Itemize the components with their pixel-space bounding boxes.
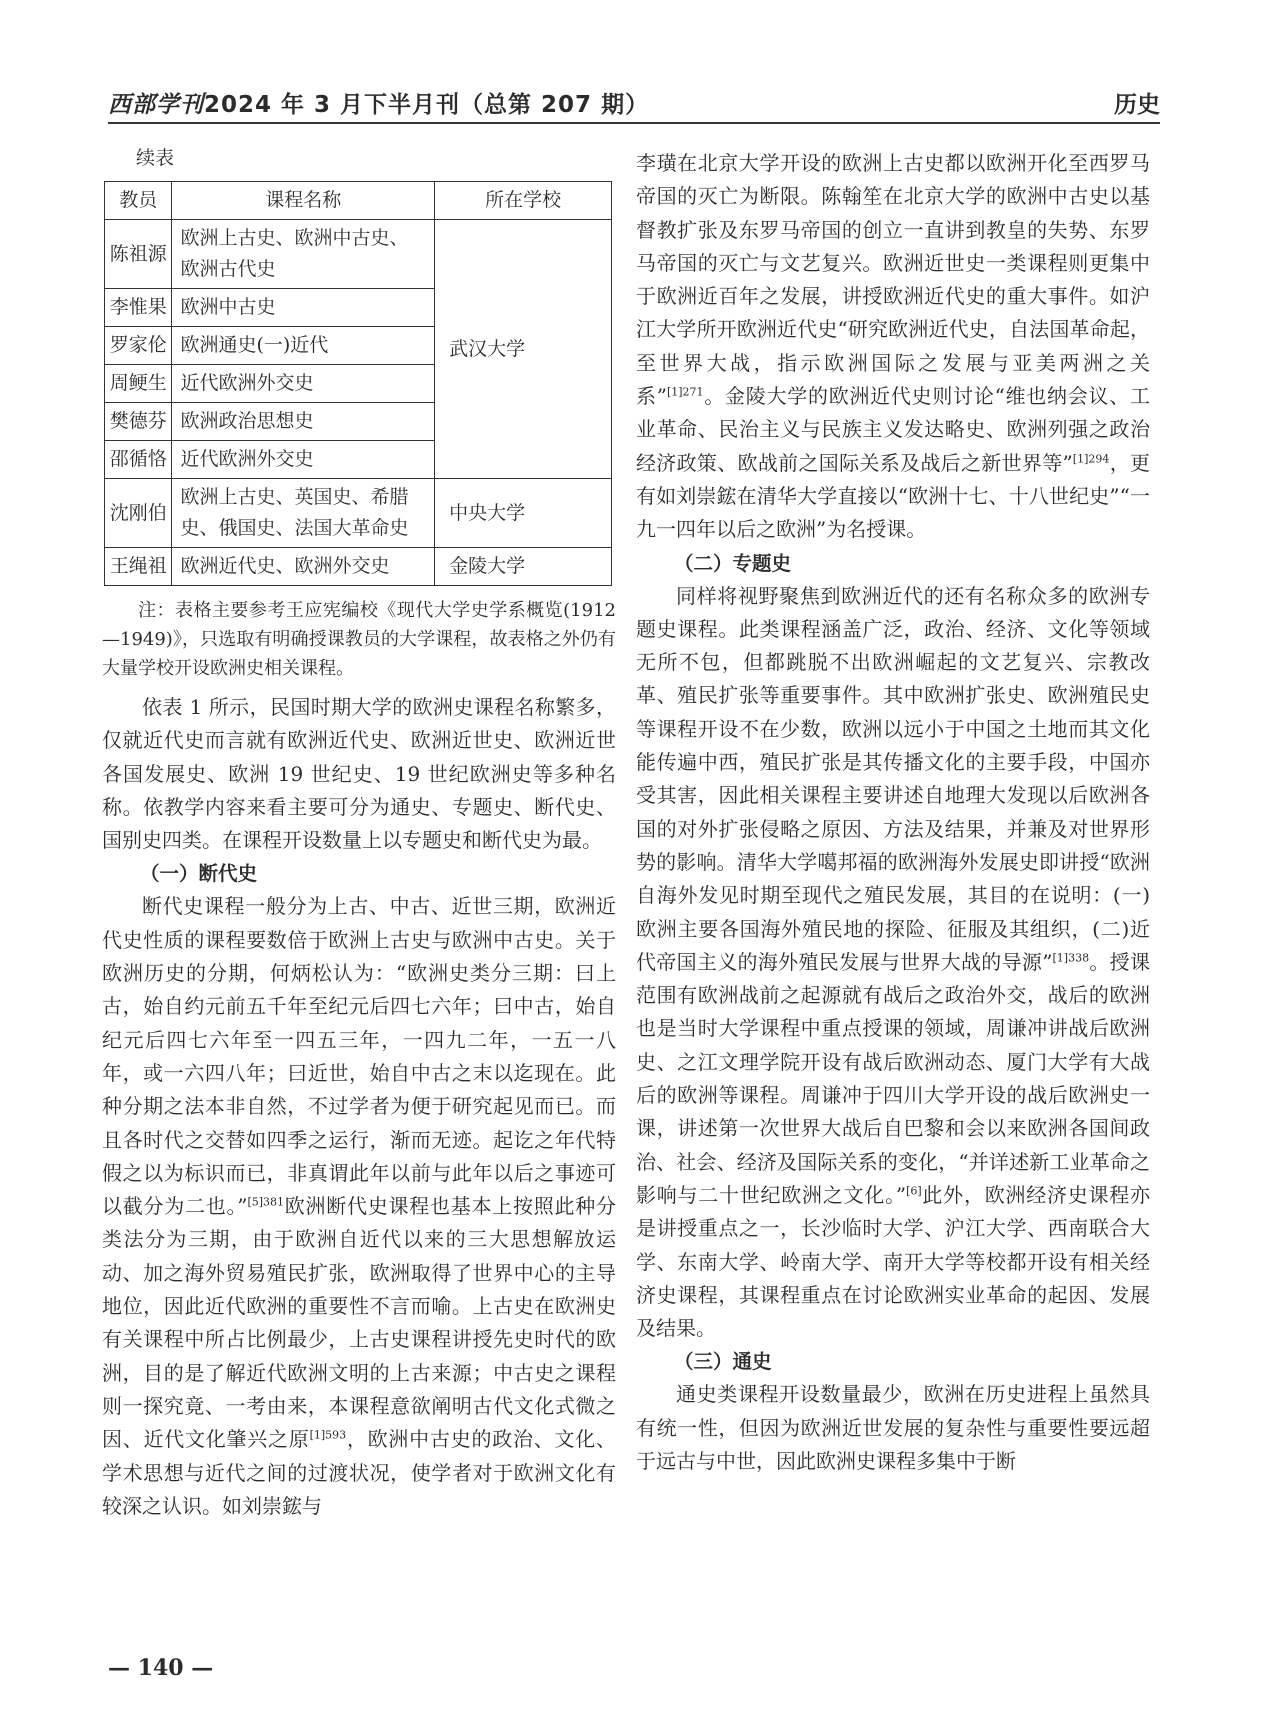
course-cell: 近代欧洲外交史 [172, 441, 435, 479]
course-table [104, 181, 612, 586]
school-cell: 武汉大学 [435, 220, 612, 479]
citation: [6] [906, 1184, 922, 1198]
section-heading: （二）专题史 [674, 551, 792, 575]
body-paragraph: 依表 1 所示，民国时期大学的欧洲史课程名称繁多，仅就近代史而言就有欧洲近代史、欧洲近世史、欧洲近世各国发展史、欧洲 19 世纪史、19 世纪欧洲史等多种名称。依教学内容来看主要可分为通史、专题史、断代史、国别史四类。在课程开设数量上以专题史和断代史为最。 [102, 695, 616, 853]
column-header: 所在学校 [435, 182, 612, 220]
teacher-cell: 邵循恪 [105, 441, 172, 479]
table-row [105, 548, 612, 586]
course-cell: 欧洲近代史、欧洲外交史 [172, 548, 435, 586]
teacher-cell: 樊德芬 [105, 403, 172, 441]
running-header [108, 86, 1160, 120]
paragraph-text: 此外，欧洲经济史课程亦是讲授重点之一，长沙临时大学、沪江大学、西南联合大学、东南大学、岭南大学、南开大学等校都开设有相关经济史课程，其课程重点在讨论欧洲实业革命的起因、发展及结果。 [636, 1182, 1151, 1341]
table-header-row [105, 182, 612, 220]
section-heading: （一）断代史 [140, 862, 258, 886]
section-label: 历史 [1114, 92, 1160, 118]
course-cell: 欧洲上古史、欧洲中古史、欧洲古代史 [172, 220, 435, 289]
teacher-cell: 李惟果 [105, 289, 172, 327]
citation: [1]593 [309, 1428, 347, 1442]
school-cell: 金陵大学 [435, 548, 612, 586]
table-row [105, 479, 612, 548]
section-heading: （三）通史 [674, 1350, 772, 1374]
journal-issue [108, 86, 649, 119]
paragraph-text: 李璜在北京大学开设的欧洲上古史都以欧洲开化至西罗马帝国的灭亡为断限。陈翰笙在北京大学的欧洲中古史以基督教扩张及东罗马帝国的创立一直讲到教皇的失势、东罗马帝国的灭亡与文艺复兴。欧洲近世史一类课程则更集中于欧洲近百年之发展，讲授欧洲近代史的重大事件。如沪江大学所开欧洲近代史“研究欧洲近代史，自法国革命起，至世界大战，指示欧洲国际之发展与亚美两洲之关系” [636, 151, 1150, 409]
header-divider [108, 122, 1160, 124]
paragraph-text: 同样将视野聚焦到欧洲近代的还有名称众多的欧洲专题史课程。此类课程涵盖广泛，政治、经济、文化等领域无所不包，但都跳脱不出欧洲崛起的文艺复兴、宗教改革、殖民扩张等重要事件。其中欧洲扩张史、欧洲殖民史等课程开设不在少数，欧洲以远小于中国之土地而其文化能传遍中西，殖民扩张是其传播文化的主要手段，中国亦受其害，因此相关课程主要讲述自地理大发现以后欧洲各国的对外扩张侵略之原因、方法及结果，并兼及对世界形势的影响。清华大学噶邦福的欧洲海外发展史即讲授“欧洲自海外发见时期至现代之殖民发展，其目的在说明：(一)欧洲主要各国海外殖民地的探险、征服及其组织，(二)近代帝国主义的海外殖民发展与世界大战的导源” [636, 583, 1150, 974]
teacher-cell: 罗家伦 [105, 327, 172, 365]
paragraph-text: 。金陵大学的欧洲近代史则讨论“维也纳会议、工业革命、民治主义与民族主义发达略史、欧洲列强之政治经济政策、欧战前之国际关系及战后之新世界等” [636, 384, 1150, 475]
teacher-cell: 沈刚伯 [105, 479, 172, 548]
school-cell: 中央大学 [435, 479, 612, 548]
paragraph-text: 欧洲断代史课程也基本上按照此种分类法分为三期，由于欧洲自近代以来的三大思想解放运动、加之海外贸易殖民扩张，欧洲取得了世界中心的主导地位，因此近代欧洲的重要性不言而喻。上古史在欧洲史有关课程中所占比例最少，上古史课程讲授先史时代的欧洲，目的是了解近代欧洲文明的上古来源；中古史之课程则一探究竟、一考由来，本课程意欲阐明古代文化式微之因、近代文化肇兴之原 [102, 1194, 617, 1452]
journal-logo: 西部学刊 [108, 91, 204, 118]
teacher-cell: 周鲠生 [105, 365, 172, 403]
course-cell: 欧洲通史(一)近代 [172, 327, 435, 365]
paragraph-text: ，更有如刘崇鋐在清华大学直接以“欧洲十七、十八世纪史”“一九一四年以后之欧洲”为名授课。 [636, 450, 1150, 542]
teacher-cell: 王绳祖 [105, 548, 172, 586]
issue-info: 2024 年 3 月下半月刊（总第 207 期） [204, 92, 650, 118]
course-cell: 欧洲上古史、英国史、希腊史、俄国史、法国大革命史 [172, 479, 435, 548]
body-paragraph: 通史类课程开设数量最少，欧洲在历史进程上虽然具有统一性，但因为欧洲近世发展的复杂性与重要性要远超于远古与中世，因此欧洲史课程多集中于断 [636, 1382, 1150, 1473]
column-header: 课程名称 [172, 182, 435, 220]
body-paragraph [102, 890, 616, 1523]
table-row [105, 220, 612, 289]
table-caption: 续表 [136, 147, 175, 169]
paragraph-text: 。授课范围有欧洲战前之起源就有战后之政治外交，战后的欧洲也是当时大学课程中重点授课的领域，周谦冲讲战后欧洲史、之江文理学院开设有战后欧洲动态、厦门大学有大战后的欧洲等课程。周谦冲于四川大学开设的战后欧洲史一课，讲述第一次世界大战后自巴黎和会以来欧洲各国间政治、社会、经济及国际关系的变化，“并详述新工业革命之影响与二十世纪欧洲之文化。” [636, 949, 1150, 1207]
right-column [636, 147, 1150, 1478]
citation: [5]381 [247, 1195, 285, 1209]
left-column [102, 143, 616, 1523]
course-cell: 欧洲中古史 [172, 289, 435, 327]
column-header: 教员 [105, 182, 172, 220]
body-paragraph [636, 580, 1150, 1346]
citation: [1]294 [1072, 452, 1110, 466]
paragraph-text: 断代史课程一般分为上古、中古、近世三期，欧洲近代史性质的课程要数倍于欧洲上古史与欧洲中古史。关于欧洲历史的分期，何炳松认为：“欧洲史类分三期：曰上古，始自约元前五千年至纪元后四七六年；曰中古，始自纪元后四七六年至一四五三年，一四九二年，一五一八年，或一六四八年；曰近世，始自中古之末以迄现在。此种分期之法本非自然，不过学者为便于研究起见而已。而且各时代之交替如四季之运行，渐而无迹。起讫之年代特假之以为标识而已，非真谓此年以前与此年以后之事迹可以截分为二也。” [102, 894, 616, 1219]
citation: [1]338 [1052, 951, 1090, 965]
course-cell: 近代欧洲外交史 [172, 365, 435, 403]
teacher-cell: 陈祖源 [105, 220, 172, 289]
table-note: 注：表格主要参考王应宪编校《现代大学史学系概览(1912—1949)》，只选取有明确授课教员的大学课程，故表格之外仍有大量学校开设欧洲史相关课程。 [102, 600, 616, 679]
paragraph-text: ，欧洲中古史的政治、文化、学术思想与近代之间的过渡状况，使学者对于欧洲文化有较深之认识。如刘崇鋐与 [102, 1427, 617, 1518]
page-number: — 140 — [108, 1655, 214, 1681]
body-paragraph [636, 147, 1150, 547]
citation: [1]271 [666, 385, 704, 399]
course-cell: 欧洲政治思想史 [172, 403, 435, 441]
